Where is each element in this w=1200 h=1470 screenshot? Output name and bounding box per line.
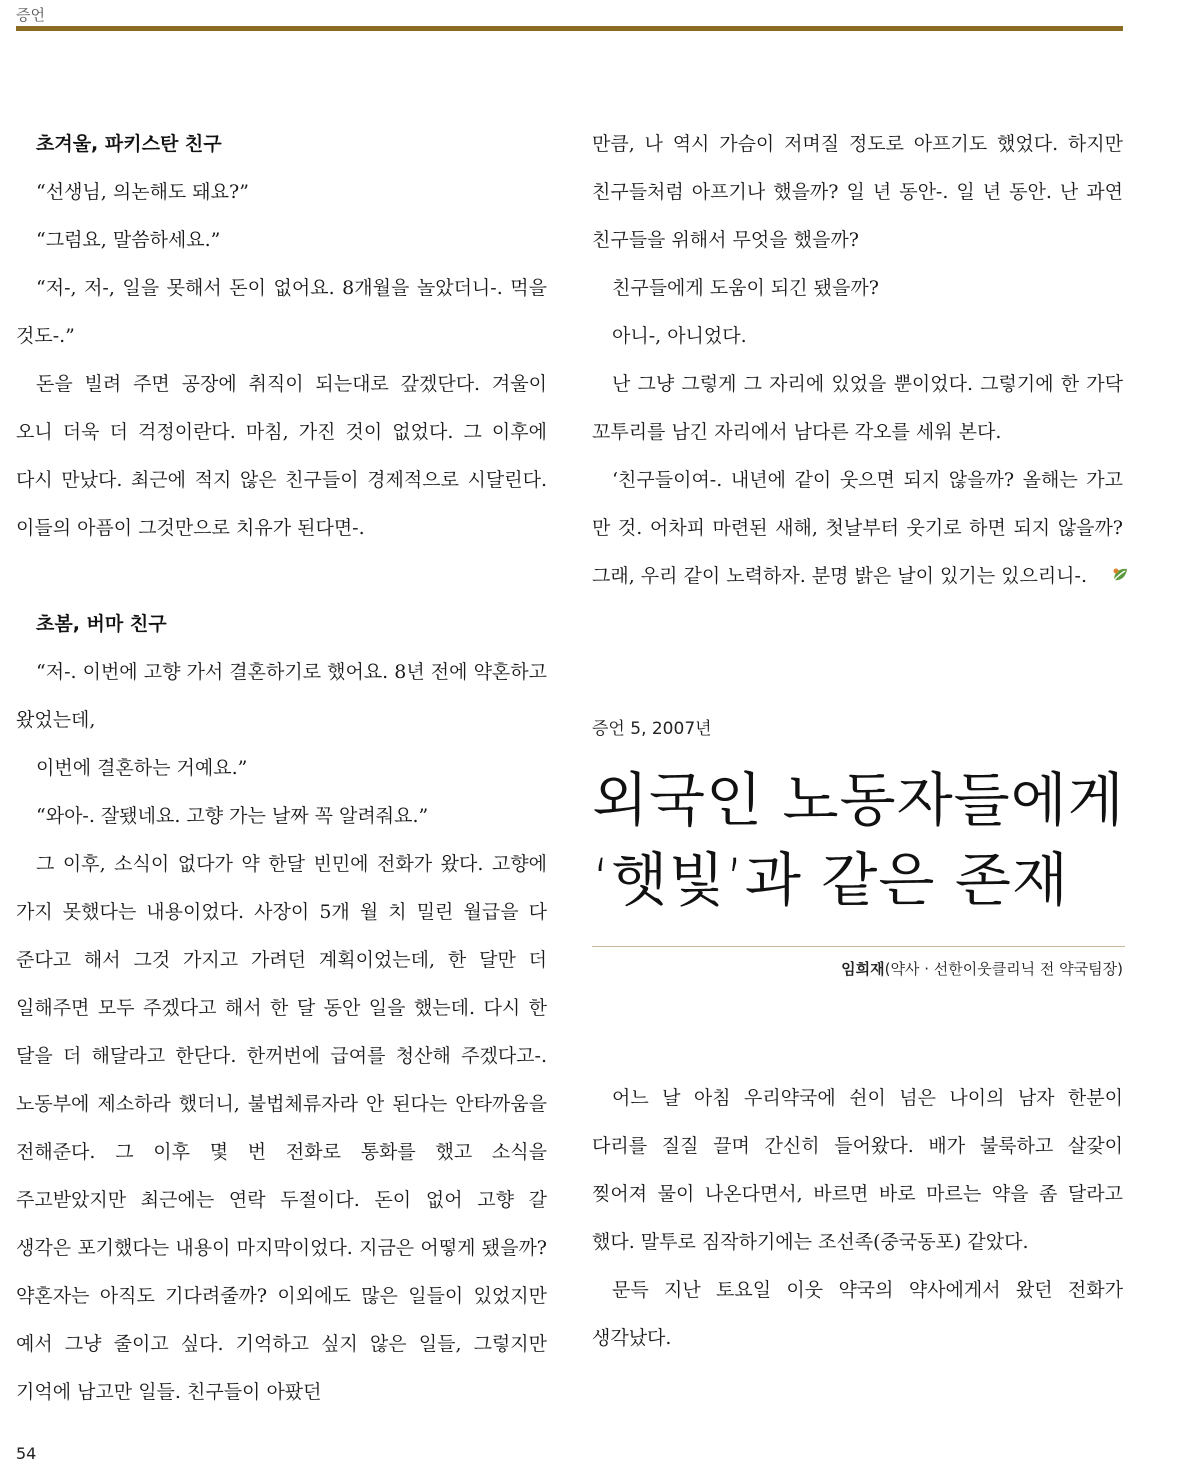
paragraph: 이번에 결혼하는 거예요.”: [36, 757, 248, 779]
paragraph: 만큼, 나 역시 가슴이 저며질 정도로 아프기도 했었다. 하지만 친구들처럼 아프기나 했을까? 일 년 동안-. 일 년 동안. 난 과연 친구들을 위해서 무엇을 했을까?: [592, 133, 1123, 251]
paragraph: 돈을 빌려 주면 공장에 취직이 되는대로 갚겠단다. 겨울이 오니 더욱 더 걱정이란다. 마침, 가진 것이 없었다. 그 이후에 다시 만났다. 최근에 적지 않은 친구들이 경제적으로 시달린다. 이들의 아픔이 그것만으로 치유가 된다면-.: [16, 373, 547, 539]
paragraph: 난 그냥 그렇게 그 자리에 있었을 뿐이었다. 그렇기에 한 가닥 꼬투리를 남긴 자리에서 남다른 각오를 세워 본다.: [592, 373, 1123, 443]
leaf-end-mark-icon: [1091, 554, 1109, 572]
paragraph: “그럼요, 말씀하세요.”: [36, 229, 221, 251]
paragraph: “선생님, 의논해도 돼요?”: [36, 181, 249, 203]
paragraph: 어느 날 아침 우리약국에 쉰이 넘은 나이의 남자 한분이 다리를 질질 끌며 간신히 들어왔다. 배가 불룩하고 살갗이 찢어져 물이 나온다면서, 바르면 바로 마르는 약을 좀 달라고 했다. 말투로 짐작하기에는 조선족(중국동포) 같았다.: [592, 1087, 1123, 1253]
paragraph: “저-, 저-, 일을 못해서 돈이 없어요. 8개월을 놀았더니-. 먹을 것도-.”: [16, 277, 547, 347]
title-line-1: 외국인 노동자들에게: [592, 766, 1125, 834]
subhead-burma-friend: 초봄, 버마 친구: [36, 613, 167, 635]
paragraph: “와아-. 잘됐네요. 고향 가는 날짜 꼭 알려줘요.”: [36, 805, 429, 827]
paragraph-with-end-mark: [592, 456, 1123, 600]
section-label: 증언: [16, 6, 45, 24]
subhead-pakistan-friend: 초겨울, 파키스탄 친구: [36, 133, 222, 155]
paragraph-text: ‘친구들이여-. 내년에 같이 웃으면 되지 않을까? 올해는 가고 만 것. 어차피 마련된 새해, 첫날부터 웃기로 하면 되지 않을까? 그래, 우리 같이 노력하자. 분명 밝은 날이 있기는 있으리니-.: [592, 469, 1123, 587]
article-title: [592, 760, 1132, 920]
spacer: [16, 552, 547, 600]
paragraph: “저-. 이번에 고향 가서 결혼하기로 했어요. 8년 전에 약혼하고 왔었는데,: [16, 661, 547, 731]
top-rule: [16, 26, 1123, 31]
headline-rule: [592, 946, 1125, 947]
paragraph: 그 이후, 소식이 없다가 약 한달 빈민에 전화가 왔다. 고향에 가지 못했다는 내용이었다. 사장이 5개 월 치 밀린 월급을 다 준다고 해서 그것 가지고 가려던 계획이었는데, 한 달만 더 일해주면 모두 주겠다고 해서 한 달 동안 일을 했는데. 다시 한 달을 더 해달라고 한단다. 한꺼번에 급여를 청산해 주겠다고-. 노동부에 제소하라 했더니, 불법체류자라 안 된다는 안타까움을 전해준다. 그 이후 몇 번 전화로 통화를 했고 소식을 주고받았지만 최근에는 연락 두절이다. 돈이 없어 고향 갈 생각은 포기했다는 내용이 마지막이었다. 지금은 어떻게 됐을까? 약혼자는 아직도 기다려줄까? 이외에도 많은 일들이 있었지만 예서 그냥 줄이고 싶다. 기억하고 싶지 않은 일들, 그렇지만 기억에 남고만 일들. 친구들이 아팠던: [16, 853, 547, 1403]
paragraph: 아니-, 아니었다.: [612, 325, 747, 347]
issue-label: 증언 5, 2007년: [592, 719, 712, 739]
article-body: [592, 1074, 1123, 1362]
paragraph: 친구들에게 도움이 되긴 됐을까?: [612, 277, 879, 299]
byline: [841, 958, 1123, 979]
author-name: 임희재: [841, 960, 885, 978]
paragraph: 문득 지난 토요일 이웃 약국의 약사에게서 왔던 전화가 생각났다.: [592, 1279, 1123, 1349]
page-number: 54: [16, 1444, 37, 1463]
left-column: [16, 120, 547, 1416]
right-column: [592, 120, 1123, 600]
author-affiliation: (약사 · 선한이웃클리닉 전 약국팀장): [884, 960, 1123, 978]
title-line-2: ‘햇빛’과 같은 존재: [592, 846, 1069, 914]
